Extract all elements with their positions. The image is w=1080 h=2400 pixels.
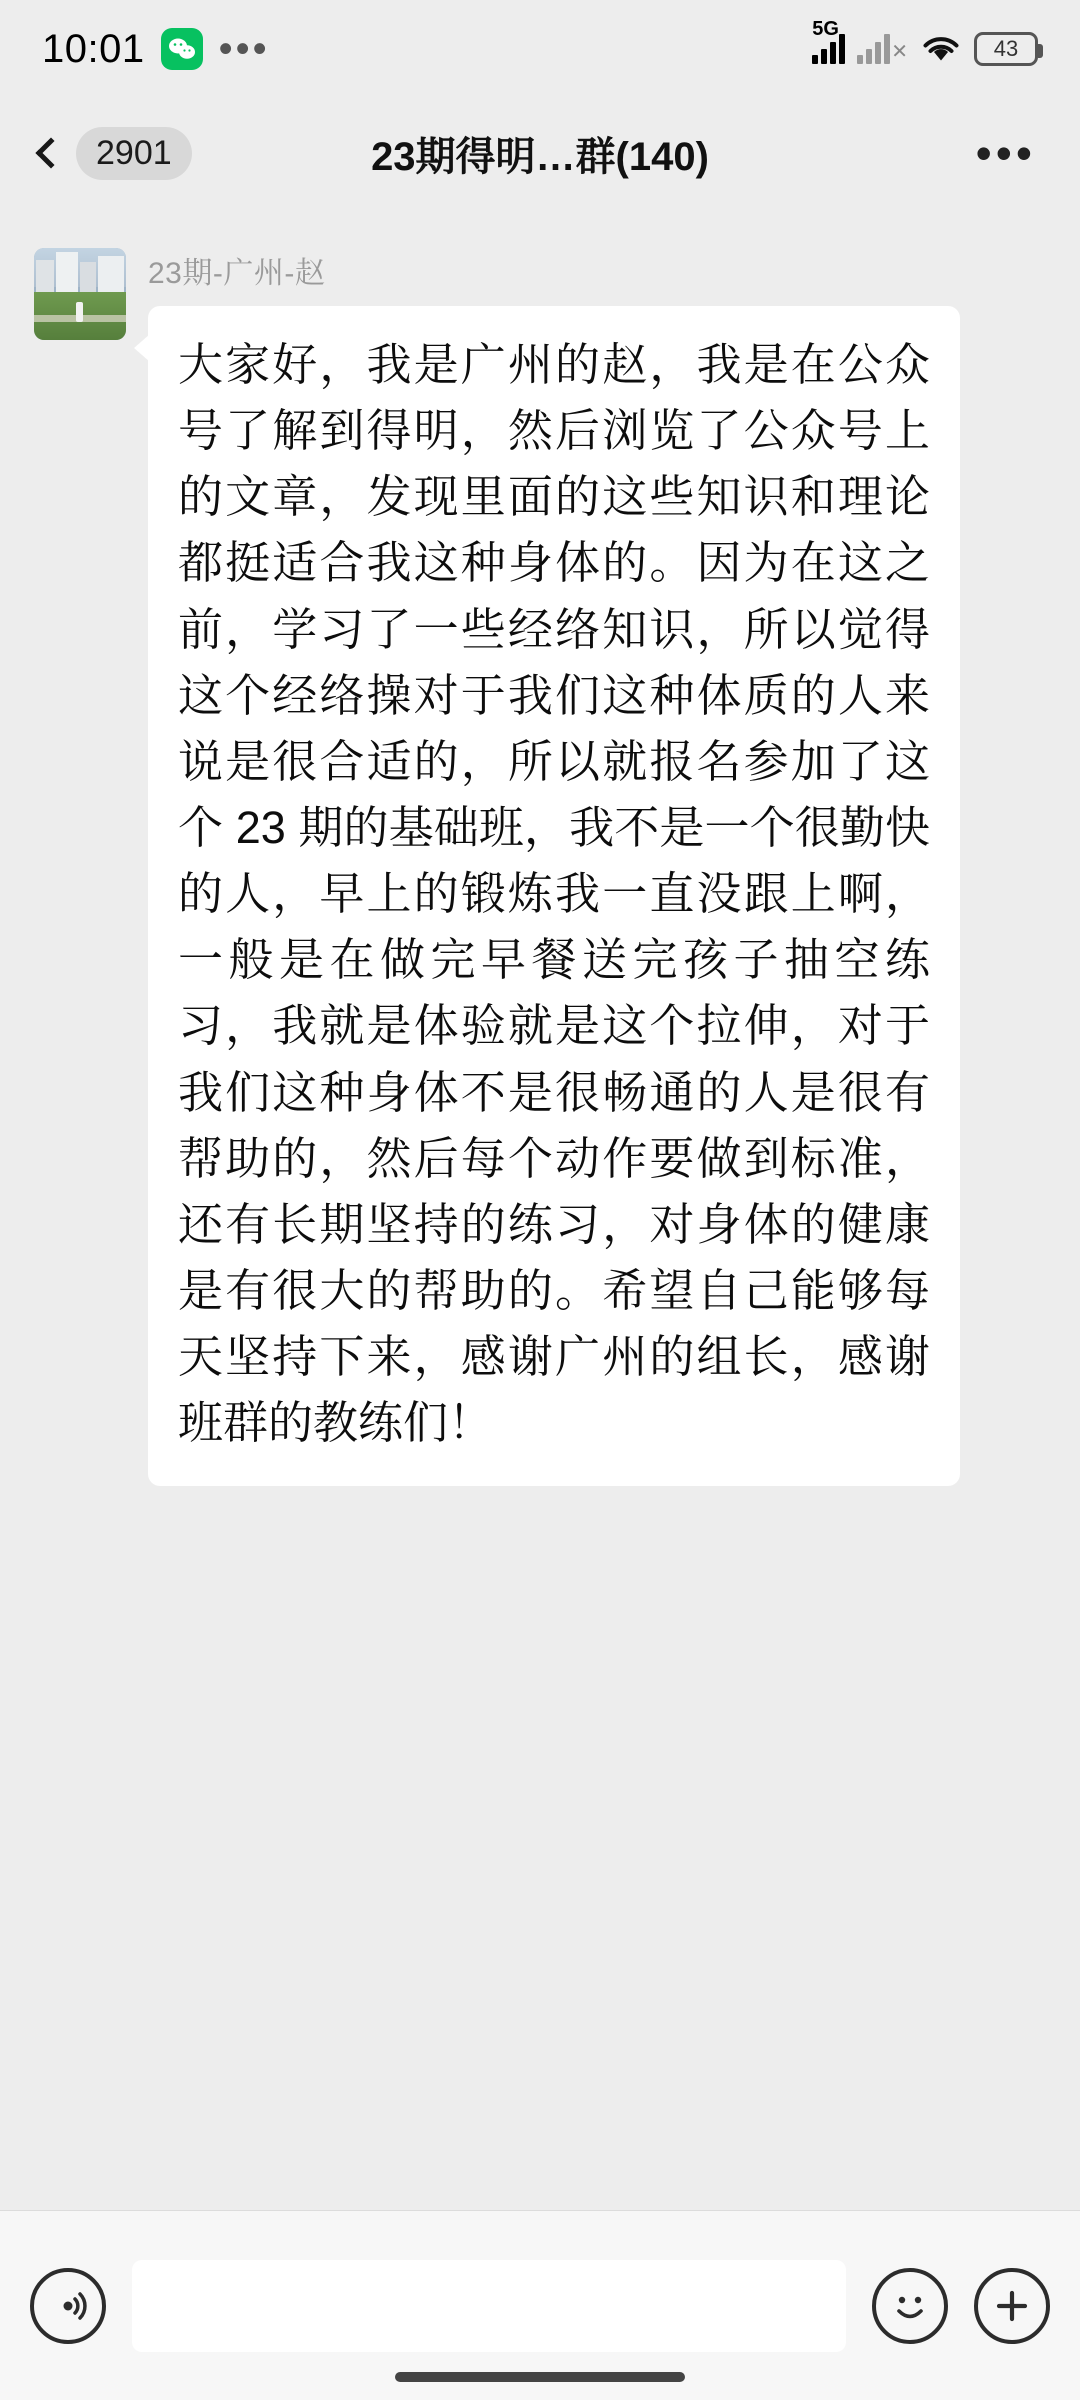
add-more-icon[interactable] bbox=[974, 2268, 1050, 2344]
network-type-label: 5G bbox=[812, 18, 839, 40]
avatar-building bbox=[36, 260, 54, 296]
signal-icon bbox=[812, 18, 845, 64]
back-button[interactable] bbox=[34, 127, 192, 180]
status-time: 10:01 bbox=[42, 26, 145, 71]
voice-input-icon[interactable] bbox=[30, 2268, 106, 2344]
back-chevron-icon bbox=[35, 137, 66, 168]
signal-secondary-icon bbox=[857, 34, 908, 64]
avatar-person bbox=[76, 302, 83, 322]
sender-name: 23期-广州-赵 bbox=[148, 257, 326, 290]
avatar-building bbox=[98, 256, 124, 296]
message-text: 大家好，我是广州的赵，我是在公众号了解到得明，然后浏览了公众号上的文章，发现里面的这些知识和理论都挺适合我这种身体的。因为在这之前，学习了一些经络知识，所以觉得这个经络操对于我们这种体质的人来说是很合适的，所以就报名参加了这个 23 期的基础班，我不是一个很勤快的人，早上的锻炼我一直没跟上啊，一般是在做完早餐送完孩子抽空练习，我就是体验就是这个拉伸，对于我们这种身体不是很畅通的人是很有帮助的，然后每个动作要做到标准，还有长期坚持的练习，对身体的健康是有很大的帮助的。希望自己能够每天坚持下来，感谢广州的组长，感谢班群的教练们！ bbox=[178, 339, 930, 1449]
more-options-icon[interactable]: ••• bbox=[975, 126, 1036, 179]
message-input[interactable] bbox=[132, 2260, 846, 2352]
wechat-icon bbox=[161, 28, 203, 70]
status-overflow-icon: ••• bbox=[218, 27, 270, 71]
avatar-building bbox=[56, 252, 78, 296]
battery-level-label: 43 bbox=[993, 36, 1019, 61]
unread-count-badge[interactable]: 2901 bbox=[76, 127, 192, 180]
signal-no-service-icon: ✕ bbox=[891, 41, 908, 63]
avatar[interactable] bbox=[34, 248, 126, 340]
page-title: 23期得明…群(140) bbox=[371, 134, 709, 179]
message-input-bar bbox=[0, 2210, 1080, 2400]
chat-message-list[interactable] bbox=[0, 208, 1080, 2400]
message-content bbox=[148, 248, 960, 1486]
wifi-icon bbox=[920, 33, 962, 65]
signal-bars-secondary bbox=[857, 34, 890, 64]
emoji-icon[interactable] bbox=[872, 2268, 948, 2344]
battery-icon bbox=[974, 32, 1038, 66]
message-bubble[interactable] bbox=[148, 306, 960, 1486]
home-indicator bbox=[395, 2372, 685, 2382]
message-row bbox=[0, 248, 1080, 1486]
avatar-building bbox=[80, 262, 96, 296]
status-bar-left bbox=[42, 27, 270, 72]
status-bar bbox=[0, 0, 1080, 98]
chat-header bbox=[0, 98, 1080, 208]
status-bar-right bbox=[812, 18, 1038, 66]
